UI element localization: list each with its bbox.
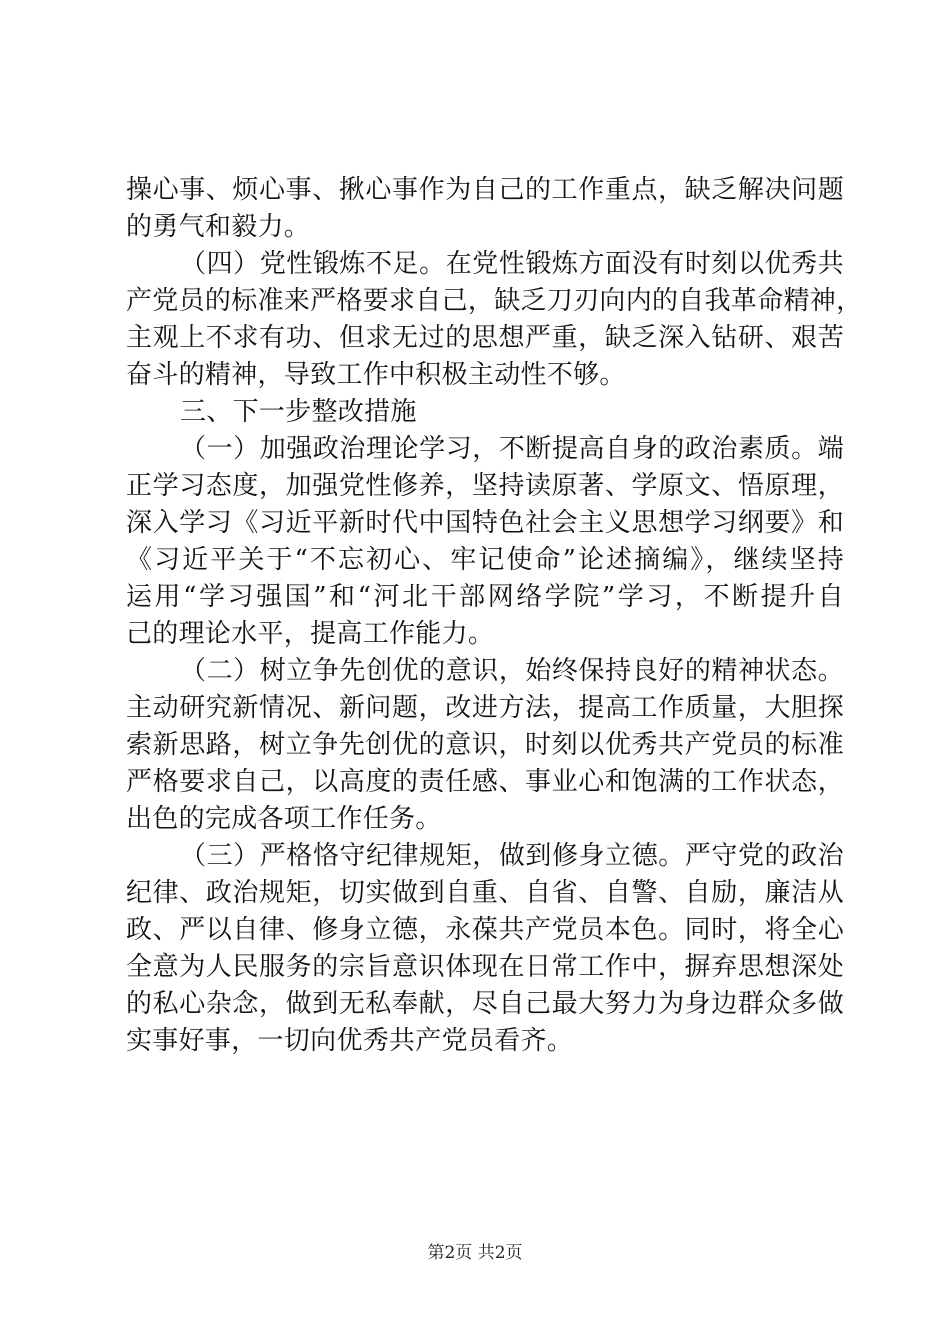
text-line: 全意为人民服务的宗旨意识体现在日常工作中，摒弃思想深处 bbox=[126, 952, 844, 982]
text-line: 深入学习《习近平新时代中国特色社会主义思想学习纲要》和 bbox=[126, 508, 844, 538]
text-line: 奋斗的精神，导致工作中积极主动性不够。 bbox=[126, 360, 626, 390]
text-line: 产党员的标准来严格要求自己，缺乏刀刃向内的自我革命精神， bbox=[126, 286, 863, 316]
measure-3-heading-line: （三）严格恪守纪律规矩，做到修身立德。严守党的政治 bbox=[180, 841, 844, 871]
text-line: 索新思路，树立争先创优的意识，时刻以优秀共产党员的标准 bbox=[126, 730, 844, 760]
text-line: 己的理论水平，提高工作能力。 bbox=[126, 619, 495, 649]
page-number-footer: 第2页 共2页 bbox=[427, 1243, 523, 1263]
section-3-heading: 三、下一步整改措施 bbox=[180, 397, 417, 427]
text-line: 政、严以自律、修身立德，永葆共产党员本色。同时，将全心 bbox=[126, 915, 844, 945]
text-line: 操心事、烦心事、揪心事作为自己的工作重点，缺乏解决问题 bbox=[126, 175, 844, 205]
text-line: 《习近平关于“不忘初心、牢记使命”论述摘编》，继续坚持 bbox=[126, 545, 844, 575]
text-line: 主观上不求有功、但求无过的思想严重，缺乏深入钻研、艰苦 bbox=[126, 323, 844, 353]
text-line: 实事好事，一切向优秀共产党员看齐。 bbox=[126, 1026, 574, 1056]
text-line: 的勇气和毅力。 bbox=[126, 212, 311, 242]
paragraph-4-heading-line: （四）党性锻炼不足。在党性锻炼方面没有时刻以优秀共 bbox=[180, 249, 844, 279]
measure-1-heading-line: （一）加强政治理论学习，不断提高自身的政治素质。端 bbox=[180, 434, 844, 464]
text-line: 出色的完成各项工作任务。 bbox=[126, 804, 442, 834]
text-line: 正学习态度，加强党性修养，坚持读原著、学原文、悟原理， bbox=[126, 471, 844, 501]
text-line: 严格要求自己，以高度的责任感、事业心和饱满的工作状态， bbox=[126, 767, 844, 797]
measure-2-heading-line: （二）树立争先创优的意识，始终保持良好的精神状态。 bbox=[180, 656, 844, 686]
document-body bbox=[126, 172, 863, 1060]
text-line: 纪律、政治规矩，切实做到自重、自省、自警、自励，廉洁从 bbox=[126, 878, 844, 908]
text-line: 运用“学习强国”和“河北干部网络学院”学习，不断提升自 bbox=[126, 582, 844, 612]
text-line: 主动研究新情况、新问题，改进方法，提高工作质量，大胆探 bbox=[126, 693, 844, 723]
text-line: 的私心杂念，做到无私奉献，尽自己最大努力为身边群众多做 bbox=[126, 989, 844, 1019]
